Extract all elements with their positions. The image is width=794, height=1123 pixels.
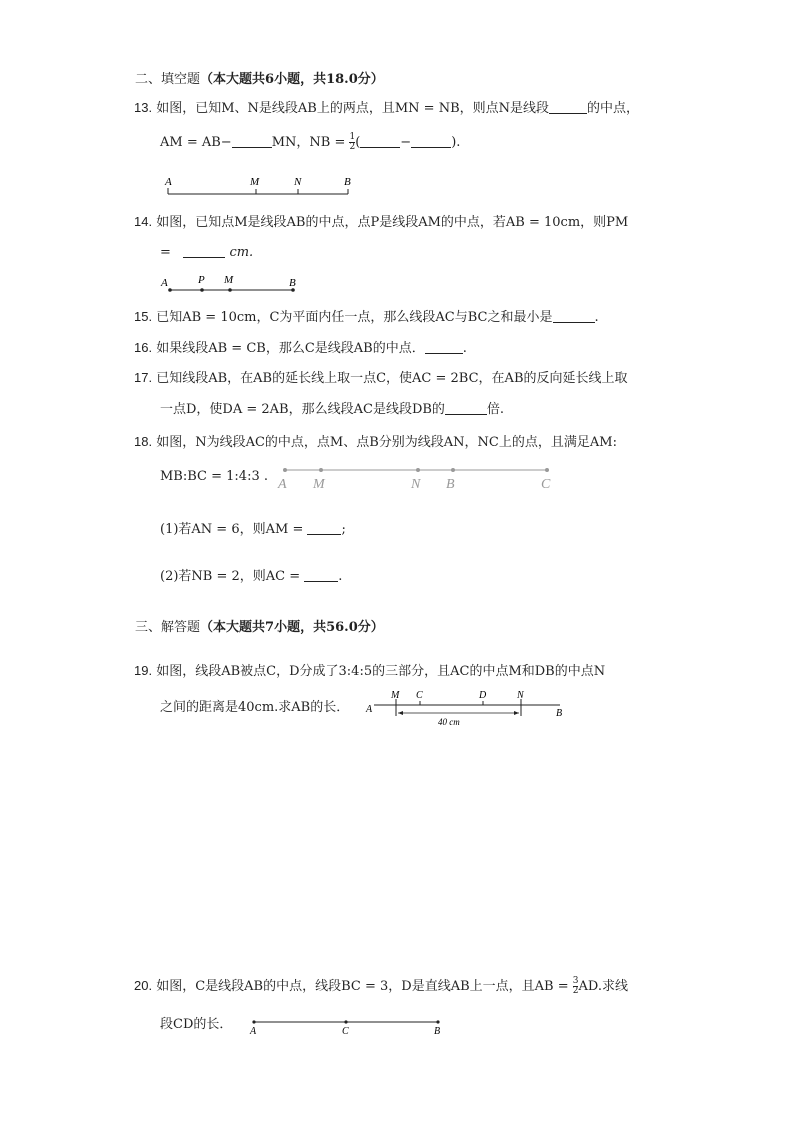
fraction-numerator: 1: [349, 132, 356, 142]
point-label-a: A: [165, 176, 172, 188]
answer-blank[interactable]: [307, 523, 341, 535]
fraction-denominator: 2: [572, 986, 579, 996]
answer-blank[interactable]: [304, 570, 338, 582]
question-number: 17.: [134, 370, 153, 385]
question-text: 一点D，使DA = 2AB，那么线段AC是线段DB的: [160, 402, 445, 417]
question-text: =: [160, 245, 171, 260]
point-label-d: D: [479, 690, 487, 701]
question-19-line-1: [134, 664, 605, 678]
section-note-open: （本大题共: [200, 72, 266, 87]
question-13-line-1: [134, 101, 639, 115]
question-15: [134, 310, 599, 324]
figure-q20-segment: [246, 1014, 446, 1038]
figure-q14-segment: [160, 270, 310, 296]
question-number: 20.: [134, 978, 153, 993]
section-title: 二、填空题: [135, 72, 201, 87]
question-text: 段CD的长．: [160, 1017, 233, 1032]
point-label-m: M: [391, 690, 400, 701]
question-text: 如图，C是线段AB的中点，线段BC = 3，D是直线AB上一点，且AB =: [156, 979, 569, 994]
point-label-a: A: [250, 1026, 257, 1037]
question-13-line-2: [160, 133, 460, 152]
figure-q19-segment: [362, 686, 572, 728]
section-note-open: （本大题共: [200, 620, 266, 635]
question-text: ;: [341, 522, 346, 537]
question-number: 15.: [134, 309, 153, 324]
point-label-c: C: [541, 477, 551, 492]
question-text: −: [400, 135, 412, 150]
point-label-b: B: [446, 477, 455, 492]
question-14-line-1: [134, 215, 628, 229]
fraction-numerator: 3: [572, 976, 579, 986]
question-text: 如图，已知点M是线段AB的中点，点P是线段AM的中点，若AB = 10cm，则PM: [156, 215, 629, 230]
point-label-c: C: [342, 1026, 349, 1037]
section-heading-fill-blank: [135, 68, 384, 87]
fraction-denominator: 2: [349, 142, 356, 152]
point-label-b: B: [434, 1026, 441, 1037]
question-number: 13.: [134, 100, 153, 115]
question-text: 已知线段AB，在AB的延长线上取一点C，使AC = 2BC，在AB的反向延长线上取: [156, 371, 628, 386]
question-text: (: [355, 135, 361, 150]
distance-label: 40 cm: [438, 717, 460, 727]
question-19-line-2: [160, 701, 349, 714]
point-label-c: C: [416, 690, 423, 701]
question-text: MB:BC = 1:4:3 .: [160, 469, 268, 484]
point-label-n: N: [294, 176, 302, 188]
answer-blank[interactable]: [360, 136, 400, 148]
figure-q13-segment: [160, 172, 360, 200]
question-count: 6: [265, 72, 275, 87]
answer-blank[interactable]: [553, 311, 595, 323]
question-text: 倍.: [486, 402, 505, 417]
point-label-a: A: [278, 477, 287, 492]
answer-blank[interactable]: [549, 102, 587, 114]
point-label-p: P: [198, 274, 205, 286]
question-text: 如图，已知M、N是线段AB上的两点，且MN = NB，则点N是线段: [156, 101, 549, 116]
question-number: 14.: [134, 214, 153, 229]
question-text: 如图，N为线段AC的中点，点M、点B分别为线段AN，NC上的点，且满足AM:: [156, 435, 617, 450]
point-label-n: N: [517, 690, 524, 701]
answer-blank[interactable]: [183, 246, 225, 258]
point-label-b: B: [344, 176, 351, 188]
section-note-close: 分）: [357, 620, 384, 635]
question-text: cm.: [229, 245, 254, 260]
point-label-m: M: [250, 176, 260, 188]
section-note-close: 分）: [357, 72, 384, 87]
question-text: AM = AB−: [160, 135, 232, 150]
question-text: 已知AB = 10cm，C为平面内任一点，那么线段AC与BC之和最小是: [156, 310, 553, 325]
section-note-mid: 小题，共: [274, 72, 327, 87]
figure-q18-segment: [275, 462, 560, 492]
question-text: (1)若AN = 6，则AM =: [160, 522, 304, 537]
total-score: 18.0: [326, 72, 358, 87]
answer-blank[interactable]: [445, 403, 487, 415]
question-17-line-1: [134, 371, 628, 385]
question-count: 7: [265, 620, 275, 635]
question-text: 如果线段AB = CB，那么C是线段AB的中点．: [156, 341, 425, 356]
total-score: 56.0: [326, 620, 358, 635]
point-label-a: A: [161, 277, 168, 289]
answer-blank[interactable]: [411, 136, 451, 148]
question-18-line-1: [134, 435, 617, 449]
point-label-m: M: [224, 274, 234, 286]
answer-blank[interactable]: [232, 136, 272, 148]
question-number: 19.: [134, 663, 153, 678]
question-number: 16.: [134, 340, 153, 355]
question-text: 之间的距离是40cm.求AB的长．: [160, 700, 350, 715]
question-20-line-1: [134, 977, 628, 996]
section-note-mid: 小题，共: [274, 620, 327, 635]
section-heading-solve: [135, 616, 384, 635]
question-text: 的中点，: [587, 101, 640, 116]
point-label-b: B: [289, 277, 296, 289]
answer-blank[interactable]: [425, 342, 463, 354]
question-text: ).: [451, 135, 461, 150]
question-text: .: [462, 341, 467, 356]
question-number: 18.: [134, 434, 153, 449]
question-14-line-2: [160, 246, 253, 259]
point-label-m: M: [313, 477, 325, 492]
question-text: 如图，线段AB被点C，D分成了3:4:5的三部分，且AC的中点M和DB的中点N: [156, 664, 606, 679]
point-label-n: N: [411, 477, 421, 492]
question-text: .: [338, 569, 343, 584]
question-text: MN，NB =: [271, 135, 346, 150]
question-16: [134, 341, 467, 355]
question-18-line-2: [160, 470, 268, 483]
question-18-sub-1: [160, 523, 346, 536]
point-label-a: A: [366, 704, 373, 715]
question-17-line-2: [160, 403, 504, 416]
point-label-b: B: [556, 708, 563, 719]
question-text: .: [594, 310, 599, 325]
question-text: AD.求线: [578, 979, 628, 994]
section-title: 三、解答题: [135, 620, 201, 635]
question-text: (2)若NB = 2，则AC =: [160, 569, 301, 584]
question-20-line-2: [160, 1018, 232, 1031]
question-18-sub-2: [160, 570, 342, 583]
